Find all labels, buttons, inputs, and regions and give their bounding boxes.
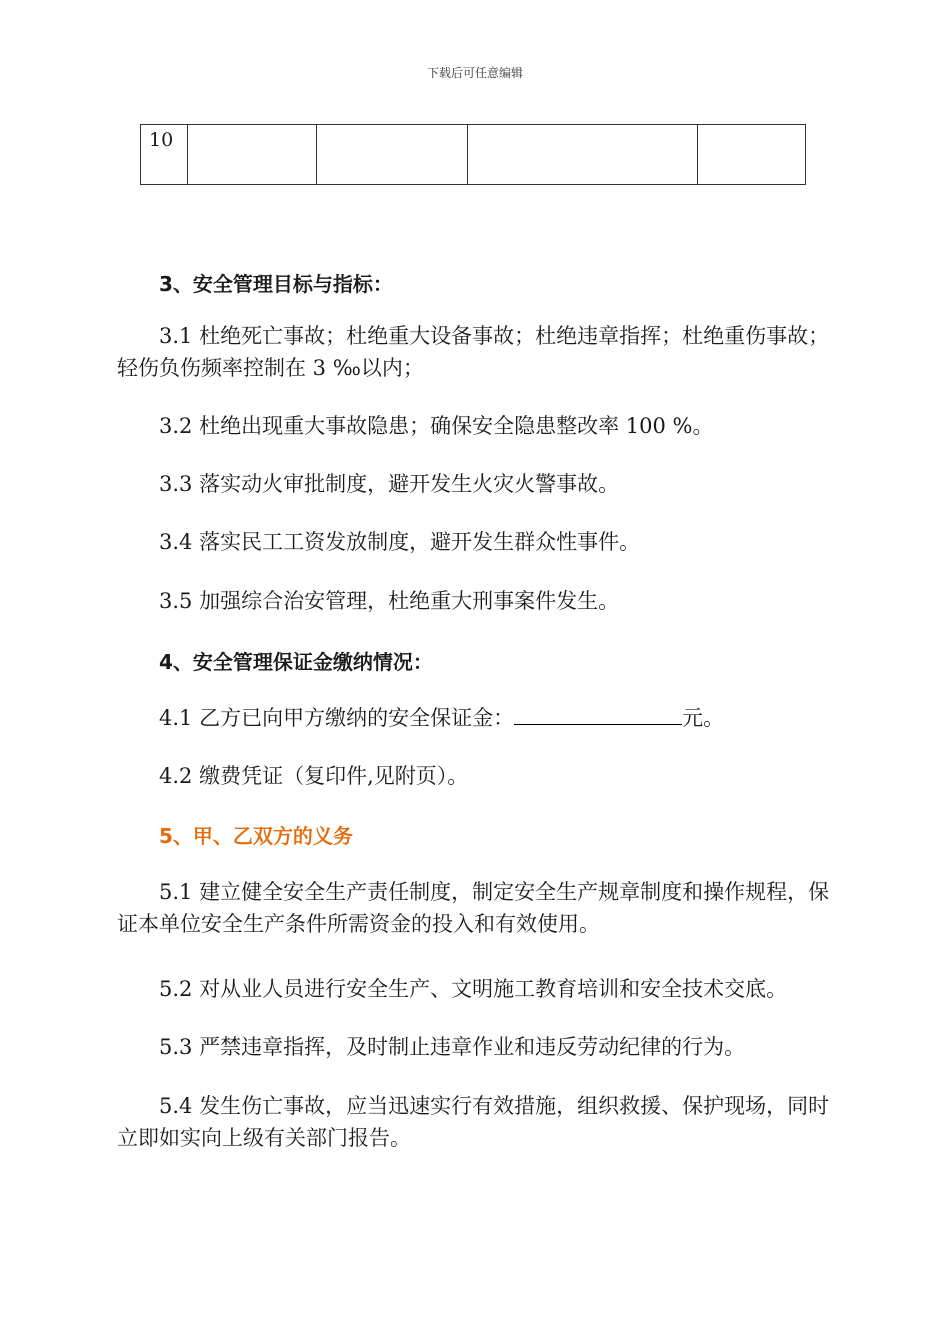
section-5-heading: 5、甲、乙双方的义务 [159, 824, 353, 848]
deposit-unit: 元。 [682, 706, 725, 730]
deposit-amount-blank [514, 702, 682, 725]
table-row [141, 125, 806, 185]
table-cell [468, 125, 698, 185]
deposit-label: 4.1 乙方已向甲方缴纳的安全保证金： [159, 706, 515, 730]
section-4-heading: 4、安全管理保证金缴纳情况： [159, 650, 433, 674]
section-3-item-1: 3.1 杜绝死亡事故；杜绝重大设备事故；杜绝违章指挥；杜绝重伤事故；轻伤负伤频率控制在 3 ‰以内； [117, 324, 830, 380]
section-4-item-2: 4.2 缴费凭证（复印件,见附页）。 [159, 764, 469, 788]
data-table [140, 124, 806, 185]
section-3-item-2: 3.2 杜绝出现重大事故隐患；确保安全隐患整改率 100 %。 [159, 414, 714, 438]
section-5-item-2: 5.2 对从业人员进行安全生产、文明施工教育培训和安全技术交底。 [159, 977, 788, 1001]
section-3-item-5: 3.5 加强综合治安管理，杜绝重大刑事案件发生。 [159, 589, 620, 613]
table-cell-number: 10 [141, 125, 188, 185]
table-cell [317, 125, 468, 185]
table-cell [188, 125, 317, 185]
table-cell [698, 125, 806, 185]
section-5-item-3: 5.3 严禁违章指挥，及时制止违章作业和违反劳动纪律的行为。 [159, 1035, 746, 1059]
section-5-item-4: 5.4 发生伤亡事故，应当迅速实行有效措施，组织救援、保护现场，同时立即如实向上级有关部门报告。 [117, 1094, 830, 1150]
page-header: 下载后可任意编辑 [426, 66, 523, 80]
section-3-item-3: 3.3 落实动火审批制度，避开发生火灾火警事故。 [159, 472, 620, 496]
section-3-item-4: 3.4 落实民工工资发放制度，避开发生群众性事件。 [159, 530, 641, 554]
section-5-item-1: 5.1 建立健全安全生产责任制度，制定安全生产规章制度和操作规程，保证本单位安全生产条件所需资金的投入和有效使用。 [117, 880, 830, 936]
section-3-heading: 3、安全管理目标与指标： [159, 272, 393, 296]
section-4-item-1 [117, 702, 837, 734]
